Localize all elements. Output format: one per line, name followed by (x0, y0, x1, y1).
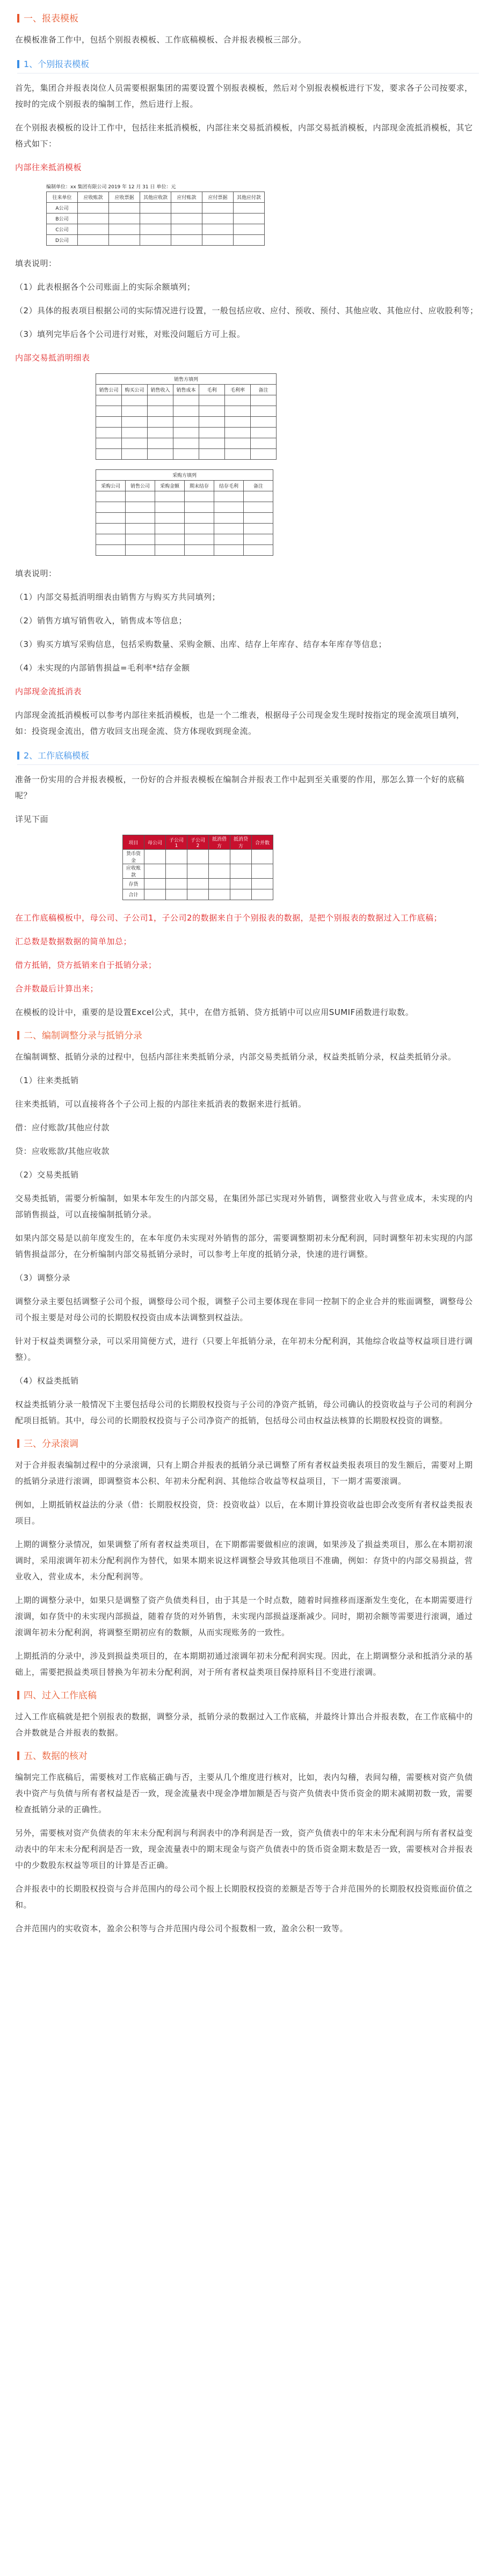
table-cell (202, 235, 234, 246)
table (96, 373, 277, 460)
table-row (96, 438, 277, 449)
table-cell (202, 203, 234, 214)
table-cell (96, 513, 126, 524)
table-header-row (96, 481, 273, 491)
column-header: 母公司 (144, 835, 166, 850)
paragraph: （2）交易类抵销 (15, 1170, 79, 1180)
table-cell (199, 395, 225, 406)
table-row (47, 235, 265, 246)
table-cell (214, 534, 244, 545)
table-cell (214, 545, 244, 556)
table-cell (126, 491, 155, 502)
buyer-table (96, 469, 479, 556)
table-cell (148, 449, 173, 460)
table-cell: 合计 (123, 889, 144, 900)
section-title: 三、分录滚调 (24, 1439, 78, 1449)
table-cell (122, 449, 148, 460)
table-cell (171, 235, 202, 246)
table-cell: A公司 (47, 203, 78, 214)
table-row (96, 524, 273, 534)
table-cell (96, 417, 122, 428)
table-cell (173, 428, 199, 438)
table-cell (251, 438, 277, 449)
table-cell (214, 513, 244, 524)
highlight-paragraph: 借方抵销，贷方抵销来自于抵销分录； (15, 960, 157, 970)
paragraph: 填表说明： (15, 259, 57, 268)
table-cell (251, 428, 277, 438)
highlight-paragraph: 合并数最后计算出来； (15, 984, 99, 993)
table-cell (148, 395, 173, 406)
table-cell (230, 889, 252, 900)
table-row (96, 513, 273, 524)
table-cell (214, 502, 244, 513)
table-cell (187, 864, 209, 879)
paragraph: （1）此表根据各个公司账面上的实际余额填列； (15, 282, 195, 292)
section-title: 四、过入工作底稿 (24, 1690, 97, 1701)
table-title: 内部往来抵消模板 (15, 163, 82, 172)
table-cell (155, 534, 185, 545)
table-cell (122, 438, 148, 449)
worksheet-table (122, 835, 479, 900)
paragraph: 另外，需要核对资产负债表的年末未分配利润与利润表中的净利润是否一致，资产负债表中的年末未分配利润与所有者权益变动表中的年末未分配利润是否一致，现金流量表中的期末现金与资产负债表中的货币资金期末数是否一致，需要核对合并报表中的少数股东权益等项目的计算是否正确。 (15, 1828, 473, 1870)
paragraph: （2）具体的报表项目根据公司的实际情况进行设置，一般包括应收、应付、预收、预付、其他应收、其他应付、应收股利等； (15, 306, 478, 315)
table-header-row (96, 385, 277, 395)
column-header: 销售公司 (96, 385, 122, 395)
column-header: 抵消贷方 (230, 835, 252, 850)
table-cell (166, 850, 187, 864)
table-cell (122, 428, 148, 438)
table-cell (185, 491, 214, 502)
subsection-title: 2、工作底稿模板 (24, 750, 90, 761)
table-row (96, 449, 277, 460)
table-cell (202, 224, 234, 235)
paragraph: 交易类抵销，需要分析编制，如果本年发生的内部交易，在集团外部已实现对外销售，调整营业收入与营业成本，未实现的内部销售损益，可以直接编制抵销分录。 (15, 1194, 473, 1219)
table-cell (225, 438, 251, 449)
table-row (96, 502, 273, 513)
paragraph: 如果内部交易是以前年度发生的，在本年度仍未实现对外销售的部分，需要调整期初未分配利润，同时调整年初未实现的内部销售损益部分，在分析编制内部交易抵销分录时，可以参考上年度的抵销分录，快速的进行调整。 (15, 1233, 473, 1259)
section-title: 五、数据的核对 (24, 1751, 88, 1762)
paragraph: （3）购买方填写采购信息，包括采购数量、采购金额、出库、结存上年库存、结存本年库存等信息； (15, 639, 387, 649)
table-cell (199, 438, 225, 449)
table-cell (144, 889, 166, 900)
column-header: 项目 (123, 835, 144, 850)
paragraph: 首先，集团合并报表岗位人员需要根据集团的需要设置个别报表模板，然后对个别报表模板进行下发，要求各子公司按要求，按时的完成个别报表的编制工作，然后进行上报。 (15, 83, 473, 109)
paragraph: （1）往来类抵销 (15, 1076, 79, 1085)
column-header: 其他应付款 (234, 192, 265, 203)
table-cell (148, 406, 173, 417)
table-cell (173, 438, 199, 449)
section-heading (17, 1436, 479, 1449)
paragraph: 上期抵消的分录中，涉及到损益类项目的，在本期期初通过滚调年初未分配利润实现。因此，在上期调整分录和抵消分录的基础上，需要把损益类项目替换为年初未分配利润，对于所有者权益类项目保持原科目不变进行滚调。 (15, 1651, 473, 1677)
table-title: 内部交易抵消明细表 (15, 353, 90, 363)
table-cell (185, 513, 214, 524)
table-cell (209, 889, 230, 900)
paragraph: （2）销售方填写销售收入，销售成本等信息； (15, 616, 187, 625)
table-cell (244, 524, 273, 534)
column-header: 合并数 (252, 835, 273, 850)
paragraph: 上期的调整分录中，如果只是调整了资产负债类科目，由于其是一个时点数，随着时间推移而逐渐发生变化，在本期需要进行滚调，如存货中的未实现内部损益，随着存货的对外销售，未实现内部损益逐渐减少。同时，期初余额等需要进行滚调，通过滚调年初未分配利润，将调整至期初应有的数额，从而实现账务的一致性。 (15, 1595, 473, 1637)
table-cell (225, 406, 251, 417)
column-header: 购买公司 (122, 385, 148, 395)
table-cell (166, 879, 187, 889)
paragraph: 贷：应收账款/其他应收款 (15, 1146, 110, 1156)
table-cell (78, 214, 109, 224)
paragraph: 准备一份实用的合并报表模板，一份好的合并报表模板在编制合并报表工作中起到至关重要的作用，那怎么算一个好的底稿呢？ (15, 775, 465, 800)
table-cell (109, 214, 140, 224)
table-row (47, 224, 265, 235)
paragraph: 内部现金流抵消模板可以参考内部往来抵消模板，也是一个二维表，根据母子公司现金发生现时按指定的现金流项目填列，如：投资现金流出，借方收回支出现金流、贷方体现收到现金流。 (15, 710, 465, 736)
table-cell (140, 224, 171, 235)
table-cell (244, 491, 273, 502)
caption-row (96, 470, 273, 481)
table-cell (214, 491, 244, 502)
paragraph: 在模板的设计中，重要的是设置Excel公式，其中，在借方抵销、贷方抵销中可以应用SUMIF函数进行取数。 (15, 1007, 414, 1017)
table-cell (96, 406, 122, 417)
table-cell (166, 889, 187, 900)
paragraph: 调整分录主要包括调整子公司个报，调整母公司个报，调整子公司主要体现在非同一控制下的企业合并的账面调整，调整母公司个报主要是对母公司的长期股权投资由成本法调整到权益法。 (15, 1297, 473, 1322)
subsection-title: 1、个别报表模板 (24, 59, 90, 69)
table-cell (109, 203, 140, 214)
table-cell (244, 534, 273, 545)
paragraph: （4）未实现的内部销售损益=毛利率*结存金额 (15, 663, 190, 673)
subsection-heading (17, 749, 479, 765)
table-cell (187, 850, 209, 864)
table-cell (148, 428, 173, 438)
table-cell (173, 395, 199, 406)
table-cell (244, 513, 273, 524)
table-row (123, 889, 273, 900)
table-cell (171, 224, 202, 235)
paragraph: 针对于权益类调整分录，可以采用简便方式，进行（只要上年抵销分录，在年初未分配利润，其他综合收益等权益项目进行调整）。 (15, 1336, 473, 1362)
table-cell (96, 428, 122, 438)
table-cell: B公司 (47, 214, 78, 224)
table-cell (155, 524, 185, 534)
paragraph: 例如，上期抵销权益法的分录（借：长期股权投资，贷：投资收益）以后，在本期计算投资收益也即会改变所有者权益类报表项目。 (15, 1500, 473, 1526)
paragraph: 填表说明： (15, 569, 57, 578)
table-cell (225, 449, 251, 460)
table-cell (251, 449, 277, 460)
paragraph: 上期的调整分录情况，如果调整了所有者权益类项目，在下期都需要做相应的滚调，如果涉及了损益类项目，那么在本期初滚调时，采用滚调年初未分配利润作为替代，如果本期来说这样调整会导致其他项目不准确，例如：存货中的内部交易损益，营业收入，营业成本，未分配利润等。 (15, 1540, 473, 1581)
table-cell (244, 502, 273, 513)
section-heading (17, 1028, 479, 1041)
table-cell (126, 502, 155, 513)
column-header: 采购金额 (155, 481, 185, 491)
column-header: 备注 (251, 385, 277, 395)
table-row (96, 534, 273, 545)
table-cell (225, 417, 251, 428)
table-cell (96, 449, 122, 460)
table-cell (187, 879, 209, 889)
table-cell (185, 524, 214, 534)
table-row (47, 203, 265, 214)
column-header: 子公司2 (187, 835, 209, 850)
table-cell (173, 406, 199, 417)
paragraph: 往来类抵销，可以直接将各个子公司上报的内部往来抵消表的数据来进行抵销。 (15, 1099, 307, 1109)
table-cell (230, 850, 252, 864)
table-cell (140, 203, 171, 214)
table-row (96, 395, 277, 406)
table-cell (155, 513, 185, 524)
column-header: 采购公司 (96, 481, 126, 491)
table-cell (148, 438, 173, 449)
paragraph: 在个别报表模板的设计工作中，包括往来抵消模板，内部往来交易抵消模板，内部交易抵消模板，内部现金流抵消模板，其它格式如下： (15, 123, 473, 149)
table-cell: C公司 (47, 224, 78, 235)
paragraph: 借：应付账款/其他应付款 (15, 1123, 110, 1132)
section-title: 二、编制调整分录与抵销分录 (24, 1031, 142, 1041)
table-row (96, 491, 273, 502)
table-cell (230, 864, 252, 879)
table-cell: 应收账款 (123, 864, 144, 879)
paragraph: 过入工作底稿就是把个别报表的数据，调整分录，抵销分录的数据过入工作底稿，并最终计算出合并报表数，在工作底稿中的合并数就是合并报表的数据。 (15, 1712, 473, 1738)
seller-table (96, 373, 479, 460)
column-header: 销售成本 (173, 385, 199, 395)
paragraph: 在模板准备工作中，包括个别报表模板、工作底稿模板、合并报表模板三部分。 (15, 35, 307, 45)
table-row (96, 417, 277, 428)
table-cell (126, 524, 155, 534)
table-cell (96, 524, 126, 534)
table-row (47, 214, 265, 224)
paragraph: 编制完工作底稿后，需要核对工作底稿正确与否，主要从几个维度进行核对，比如，表内勾稽，表间勾稽，需要核对资产负债表中资产与负债与所有者权益是否一致，现金流量表中现金净增加额是否与资产负债表中货币资金的期末减期初数一致，需要检查抵销分录的正确性。 (15, 1772, 473, 1814)
table-cell (126, 545, 155, 556)
table (96, 469, 273, 556)
caption-row (96, 374, 277, 385)
paragraph: 权益类抵销分录一般情况下主要包括母公司的长期股权投资与子公司的净资产抵销，母公司确认的投资收益与子公司的利润分配项目抵销。其中，母公司的长期股权投资与子公司净资产的抵销，包括母公司由权益法核算的长期股权投资的调整。 (15, 1400, 473, 1425)
table-cell (199, 449, 225, 460)
table-row (123, 850, 273, 864)
table-cell (234, 235, 265, 246)
table-cell (173, 417, 199, 428)
section-heading (17, 1688, 479, 1701)
offset-template-table (46, 183, 479, 246)
table-cell (144, 850, 166, 864)
table-header-row (47, 192, 265, 203)
column-header: 应付账款 (171, 192, 202, 203)
column-header: 期末结存 (185, 481, 214, 491)
table-cell (251, 406, 277, 417)
paragraph: （3）填列完毕后各个公司进行对账，对账没问题后方可上报。 (15, 329, 245, 339)
table-cell (109, 224, 140, 235)
table-cell (78, 235, 109, 246)
table-cell (166, 864, 187, 879)
table-cell: 货币资金 (123, 850, 144, 864)
table-cell (122, 417, 148, 428)
table-cell (202, 214, 234, 224)
table-cell (148, 417, 173, 428)
table-cell (230, 879, 252, 889)
table-cell (78, 203, 109, 214)
column-header: 其他应收款 (140, 192, 171, 203)
column-header: 销售收入 (148, 385, 173, 395)
table (122, 835, 273, 900)
section-heading (17, 1748, 479, 1762)
table-cell (185, 502, 214, 513)
table-cell (214, 524, 244, 534)
table-cell (96, 545, 126, 556)
table-cell (144, 879, 166, 889)
section-heading (17, 11, 479, 24)
table-cell (144, 864, 166, 879)
table-cell (252, 879, 273, 889)
table-cell (122, 406, 148, 417)
table-cell (252, 889, 273, 900)
table-caption: 编制单位：xx 集团有限公司 2019 年 12 月 31 日 单位：元 (46, 185, 176, 190)
table-row (123, 879, 273, 889)
table-cell (171, 203, 202, 214)
table-cell (140, 235, 171, 246)
table-cell (96, 395, 122, 406)
paragraph: （4）权益类抵销 (15, 1376, 79, 1386)
table-cell (209, 850, 230, 864)
paragraph: 在编制调整、抵销分录的过程中，包括内部往来类抵销分录，内部交易类抵销分录，权益类抵销分录，权益类抵销分录。 (15, 1052, 456, 1062)
table-cell (96, 438, 122, 449)
column-header: 应付票据 (202, 192, 234, 203)
column-header: 销售公司 (126, 481, 155, 491)
table-cell (225, 395, 251, 406)
table-cell (155, 502, 185, 513)
table-caption-cell: 采购方填列 (96, 470, 273, 481)
column-header: 备注 (244, 481, 273, 491)
table-cell (234, 203, 265, 214)
table-cell (209, 879, 230, 889)
table-cell (252, 850, 273, 864)
table-cell (96, 534, 126, 545)
paragraph: 合并范围内的实收资本，盈余公积等与合并范围内母公司个报数相一致，盈余公积一致等。 (15, 1924, 348, 1933)
table-row (96, 428, 277, 438)
table-cell (155, 545, 185, 556)
column-header: 抵消借方 (209, 835, 230, 850)
table-cell (96, 491, 126, 502)
table-cell (126, 534, 155, 545)
table-cell (187, 889, 209, 900)
table-title: 内部现金流抵消表 (15, 687, 82, 696)
table-cell (109, 235, 140, 246)
table-cell (126, 513, 155, 524)
table-cell (234, 214, 265, 224)
table-cell (171, 214, 202, 224)
table-cell (122, 395, 148, 406)
section-title: 一、报表模板 (24, 13, 78, 24)
column-header: 应收票据 (109, 192, 140, 203)
table-cell (251, 395, 277, 406)
paragraph: 对于合并报表编制过程中的分录滚调，只有上期合并报表的抵销分录已调整了所有者权益类报表项目的发生额后，需要对上期的抵销分录进行滚调，即调整资本公积、年初未分配利润、其他综合收益等权益项目，下一期才需要滚调。 (15, 1460, 473, 1486)
table-cell (199, 428, 225, 438)
table-cell (199, 417, 225, 428)
table-cell (185, 534, 214, 545)
table-row (96, 545, 273, 556)
table-cell: 存货 (123, 879, 144, 889)
table-cell (96, 502, 126, 513)
table-cell (225, 428, 251, 438)
paragraph: （1）内部交易抵消明细表由销售方与购买方共同填列； (15, 592, 221, 602)
table-cell (252, 864, 273, 879)
table-cell (244, 545, 273, 556)
table-cell (209, 864, 230, 879)
table-cell (251, 417, 277, 428)
highlight-paragraph: 汇总数是数据数据的简单加总； (15, 937, 132, 946)
table-caption-cell: 销售方填列 (96, 374, 277, 385)
column-header: 子公司1 (166, 835, 187, 850)
table-cell (155, 491, 185, 502)
table-cell (199, 406, 225, 417)
table-row (123, 864, 273, 879)
column-header: 结存毛利 (214, 481, 244, 491)
table-row (96, 406, 277, 417)
column-header: 往来单位 (47, 192, 78, 203)
column-header: 毛利率 (225, 385, 251, 395)
table-cell (140, 214, 171, 224)
table-cell (185, 545, 214, 556)
table-cell (173, 449, 199, 460)
table-header-row (123, 835, 273, 850)
paragraph: （3）调整分录 (15, 1273, 71, 1283)
table-cell (78, 224, 109, 235)
table-cell: D公司 (47, 235, 78, 246)
table-cell (234, 224, 265, 235)
highlight-paragraph: 在工作底稿模板中，母公司、子公司1，子公司2的数据来自于个别报表的数据，是把个别报表的数据过入工作底稿； (15, 913, 442, 923)
paragraph: 合并报表中的长期股权投资与合并范围内的母公司个报上长期股权投资的差额是否等于合并范围外的长期股权投资账面价值之和。 (15, 1884, 473, 1910)
column-header: 毛利 (199, 385, 225, 395)
table (46, 192, 265, 246)
column-header: 应收账款 (78, 192, 109, 203)
subsection-heading (17, 57, 479, 73)
paragraph: 详见下面 (15, 814, 49, 824)
